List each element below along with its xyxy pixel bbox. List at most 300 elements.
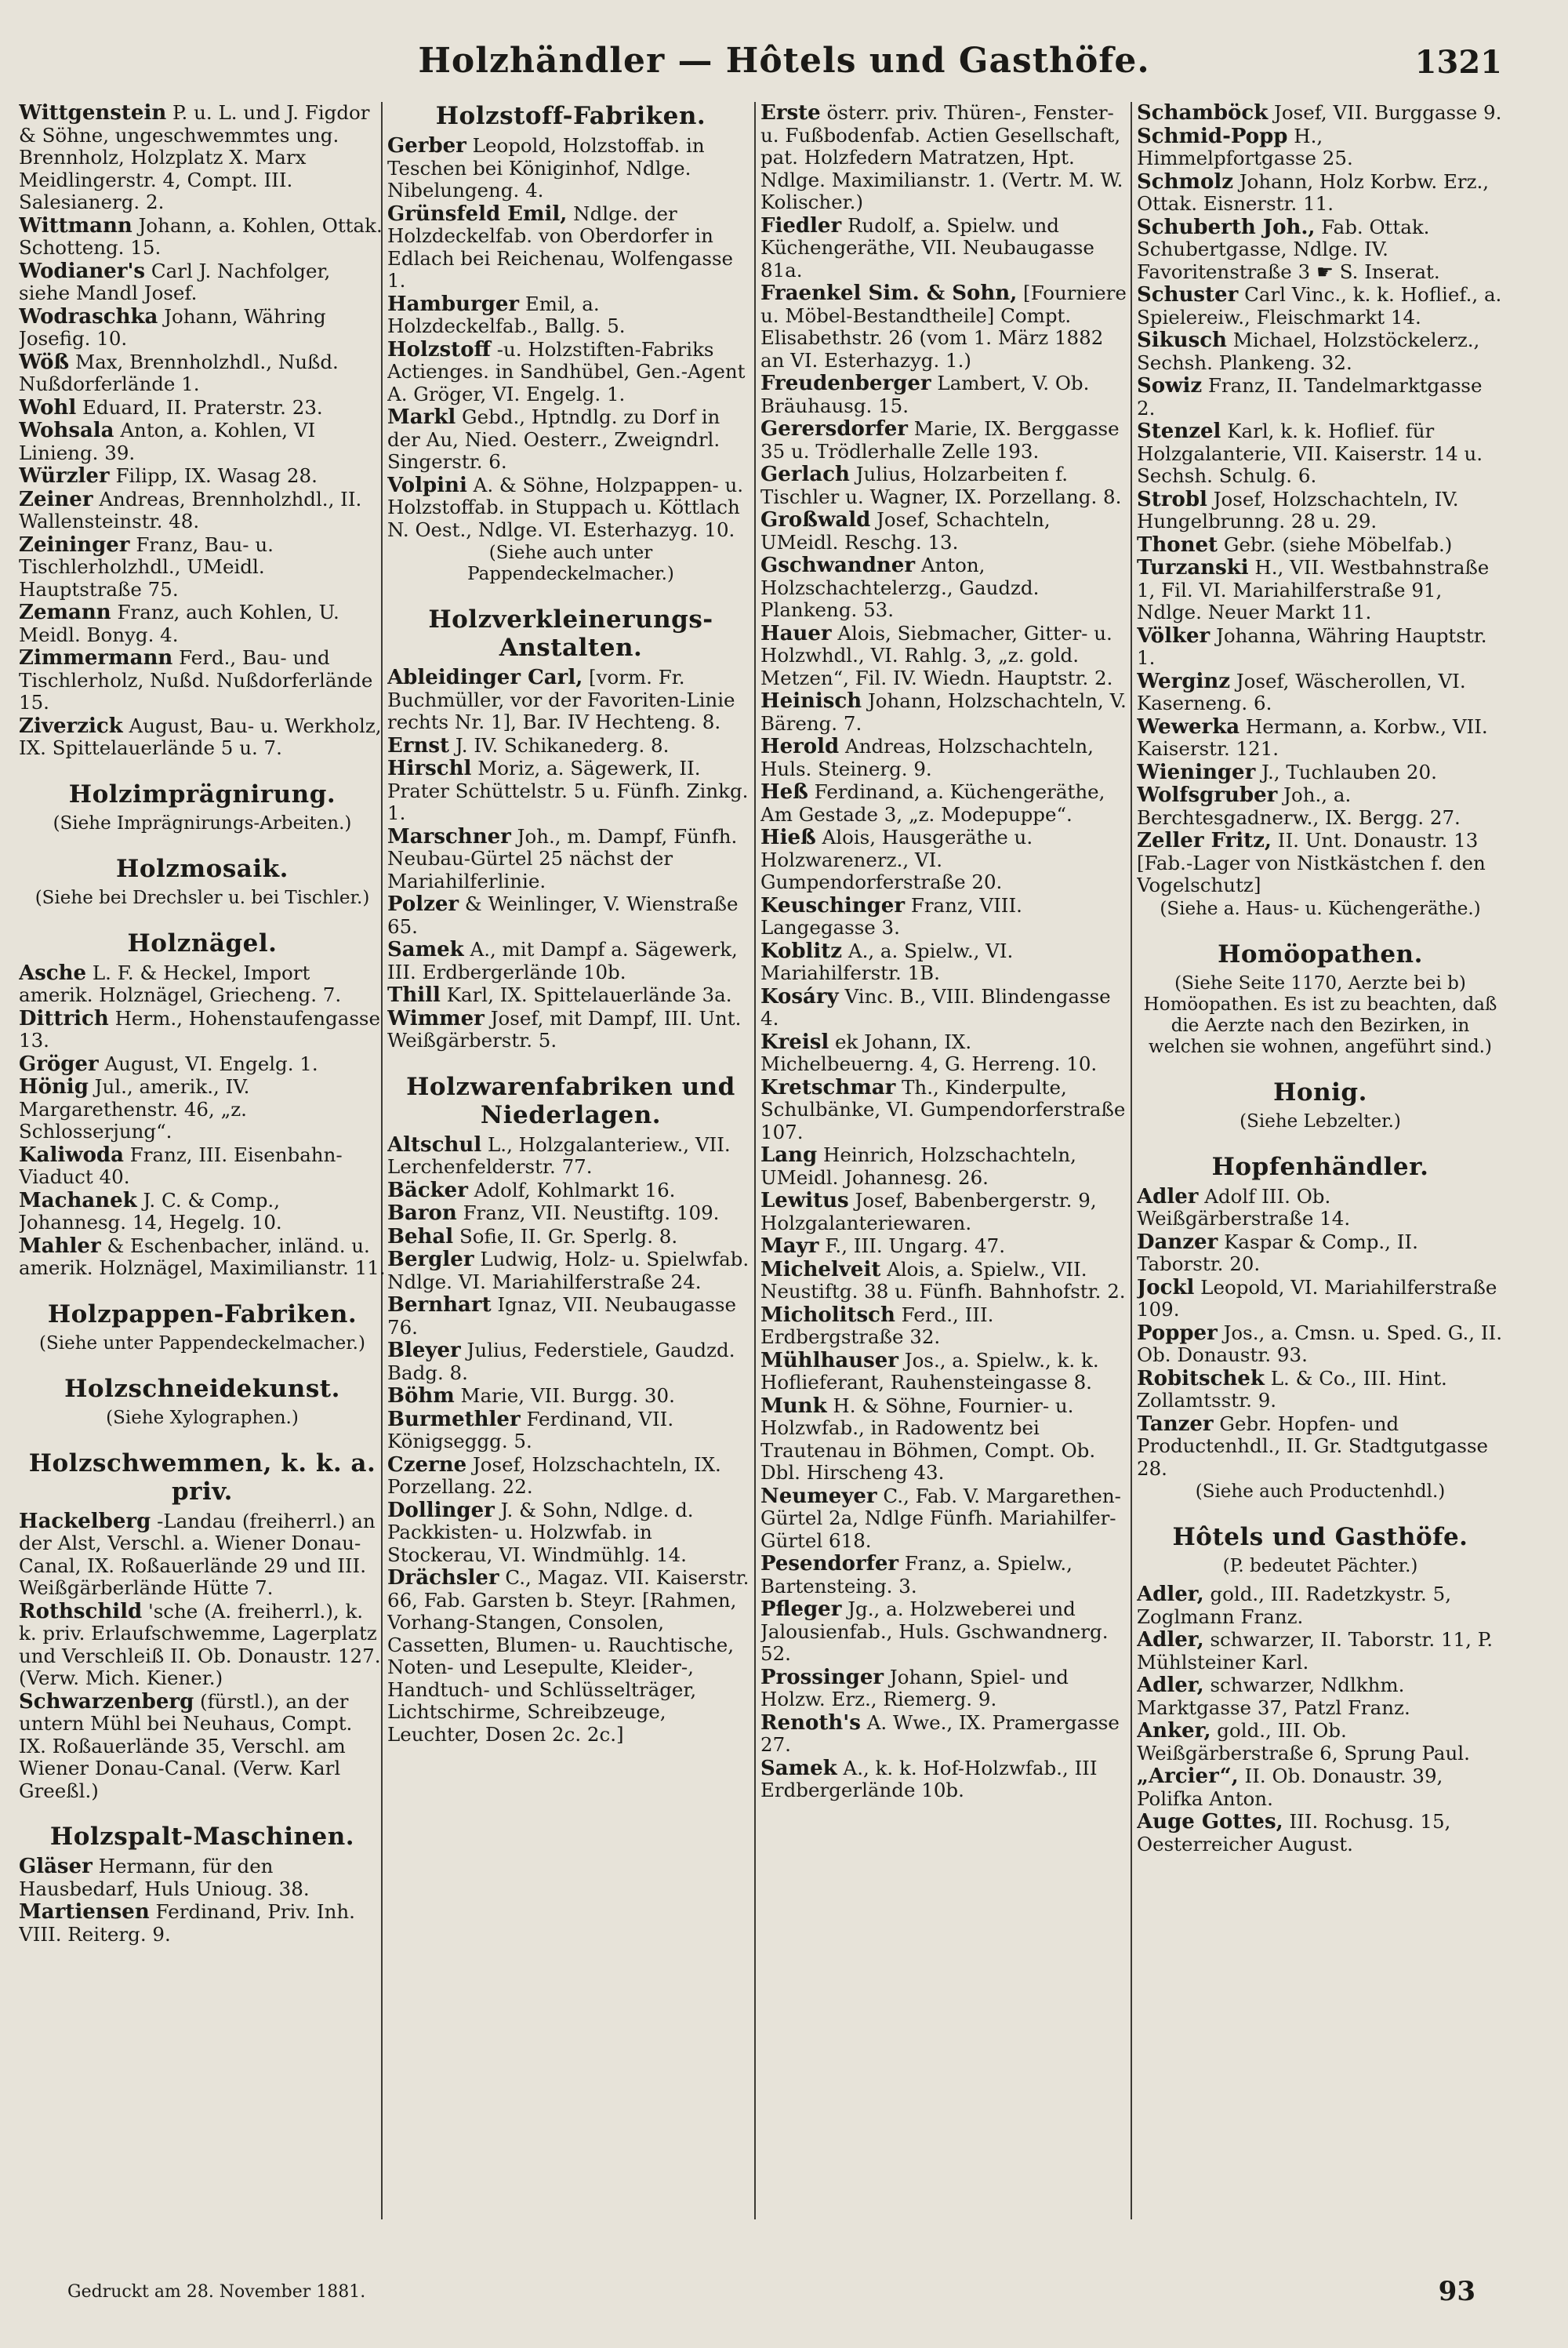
entry-name: Micholitsch [760,1303,895,1327]
entry-details: Eduard, II. Praterstr. 23. [82,395,323,419]
directory-entry [1137,534,1504,557]
entry-details: Josef, Wäscherollen, VI. Kaserneng. 6. [1137,669,1466,714]
entry-name: Michelveit [760,1257,881,1281]
entry-name: Volpini [387,473,467,497]
entry-name: Markl [387,405,456,429]
directory-entry [19,1190,386,1234]
entry-name: Wolfsgruber [1137,783,1278,807]
directory-entry [387,1294,754,1339]
entry-details: (fürstl.), an der untern Mühl bei Neuhaus, Compt. IX. Roßauerlände 35, Verschl. am Wiener Donau-Canal. (Verw. Karl Greeßl.) [19,1689,353,1802]
entry-name: Werginz [1137,669,1231,693]
directory-entry [1137,1413,1504,1481]
entry-name: Samek [387,938,464,961]
entry-details: Franz, a. Spielw., Bartensteing. 3. [760,1552,1073,1597]
directory-entry [387,1134,754,1179]
entry-details: österr. priv. Thüren-, Fenster- u. Fußbodenfab. Actien Gesellschaft, pat. Holzfedern Matratzen, Hpt. Ndlge. Maximilianstr. 1. (Vertr. M. W. Kolischer.) [760,102,1123,213]
directory-entry [1137,1811,1504,1856]
directory-entry [1137,420,1504,488]
entry-name: Bergler [387,1248,474,1271]
entry-details: A., k. k. Hof-Holzwfab., III Erdbergerlände 10b. [760,1756,1098,1801]
entry-details: Franz, VII. Neustiftg. 109. [463,1201,720,1224]
directory-entry [1137,1720,1504,1765]
directory-entry [19,489,386,533]
directory-entry [760,736,1127,780]
entry-details: Josef, Holzschachteln, IX. Porzellang. 22. [387,1452,721,1498]
entry-details: Alois, Hausgeräthe u. Holzwarenerz., VI. Gumpendorferstraße 20. [760,826,1033,893]
entry-details: Carl J. Nachfolger, siehe Mandl Josef. [19,259,331,304]
directory-entry [387,826,754,893]
section-heading: Holzschneidekunst. [64,1374,340,1403]
entry-name: Danzer [1137,1230,1218,1254]
section-heading: Holzverkleinerungs-Anstalten. [428,605,713,662]
directory-entry [1137,784,1504,829]
directory-entry [19,1510,386,1600]
entry-details: August, VI. Engelg. 1. [104,1052,318,1075]
entry-details: Joh., a. Berchtesgadnerw., IX. Bergg. 27. [1137,783,1461,829]
directory-entry [19,1691,386,1803]
directory-entry [387,984,754,1007]
directory-entry [19,1856,386,1900]
entry-name: Drächsler [387,1566,499,1590]
entry-details: C., Fab. V. Margarethen-Gürtel 2a, Ndlge Fünfh. Mariahilfer-Gürtel 618. [760,1484,1121,1552]
entry-name: Pfleger [760,1597,842,1621]
entry-name: Mahler [19,1234,101,1258]
entry-name: Zeininger [19,532,130,557]
entry-name: Erste [760,102,821,125]
entry-details: Leopold, VI. Mariahilferstraße 109. [1137,1275,1497,1321]
entry-details: Josef, Holzschachteln, IV. Hungelbrunng. 28 u. 29. [1137,487,1459,532]
cross-reference-note: (Siehe Lebzelter.) [1240,1110,1401,1132]
entry-name: Herold [760,735,840,758]
entry-name: Schuberth Joh., [1137,215,1316,239]
entry-details: Franz, II. Tandelmarktgasse 2. [1137,374,1483,420]
directory-entry [1137,671,1504,715]
directory-entry [760,1144,1127,1189]
entry-name: Robitschek [1137,1366,1265,1390]
directory-entry [387,406,754,474]
entry-name: Baron [387,1201,457,1225]
entry-name: Wieninger [1137,760,1256,784]
directory-entry [760,1598,1127,1666]
entry-details: Ignaz, VII. Neubaugasse 76. [387,1293,736,1339]
directory-entry [19,1144,386,1189]
entry-name: Rothschild [19,1599,143,1623]
directory-entry [760,1304,1127,1349]
entry-details: Carl Vinc., k. k. Hoflief., a. Spielereiw., Fleischmarkt 14. [1137,283,1502,329]
directory-entry [387,1179,754,1202]
entry-details: Franz, III. Eisenbahn-Viaduct 40. [19,1143,343,1188]
cross-reference-note: (Siehe Imprägnirungs-Arbeiten.) [53,812,352,834]
entry-details: Josef, Schachteln, UMeidl. Reschg. 13. [760,508,1051,554]
entry-name: Popper [1137,1321,1218,1345]
entry-details: gold., III. Ob. Weißgärberstraße 6, Sprung Paul. [1137,1719,1470,1765]
section-heading: Homöopathen. [1218,940,1423,969]
entry-details: J., Tuchlauben 20. [1261,760,1437,783]
entry-name: Würzler [19,464,110,488]
directory-entry [1137,1674,1504,1719]
entry-details: ek Johann, IX. Michelbeuerng. 4, G. Herreng. 10. [760,1030,1098,1075]
directory-entry [1137,1186,1504,1230]
entry-name: Renoth's [760,1710,861,1735]
entry-name: Heinisch [760,689,862,713]
entry-details: L. F. & Heckel, Import amerik. Holznägel, Griecheng. 7. [19,961,342,1006]
page-number: 1321 [1414,44,1502,81]
entry-name: Bäcker [387,1178,468,1202]
directory-entry [760,895,1127,940]
entry-name: Schuster [1137,283,1239,307]
entry-details: Johann, Spiel- und Holzw. Erz., Riemerg. 9. [760,1665,1069,1710]
entry-details: Alois, Siebmacher, Gitter- u. Holzwhdl., VI. Rahlg. 3, „z. gold. Metzen“, Fil. IV. Wiedn. Hauptstr. 2. [760,621,1113,689]
entry-details: Heinrich, Holzschachteln, UMeidl. Johannesg. 26. [760,1143,1076,1189]
directory-entry [1137,1368,1504,1412]
entry-details: Alois, a. Spielw., VII. Neustiftg. 38 u. Fünfh. Bahnhofstr. 2. [760,1257,1126,1303]
entry-details: A. & Söhne, Holzpappen- u. Holzstoffab. in Stuppach u. Köttlach N. Oest., Ndlge. VI. Esterhazyg. 10. [387,473,744,541]
section-heading: Holzstoff-Fabriken. [435,102,706,130]
entry-name: Lewitus [760,1189,849,1212]
entry-details: Johann, Holzschachteln, V. Bäreng. 7. [760,689,1127,735]
directory-entry [387,1454,754,1499]
directory-entry [760,373,1127,417]
cross-reference-note: (P. bedeutet Pächter.) [1222,1556,1418,1576]
entry-name: Zeiner [19,487,93,511]
entry-name: Wewerka [1137,714,1240,739]
print-date: Gedruckt am 28. November 1881. [67,2282,366,2302]
entry-details: Karl, IX. Spittelauerlände 3a. [446,983,732,1006]
directory-entry [387,203,754,293]
entry-details: Johann, Währing Josefig. 10. [19,304,326,350]
cross-reference-note: (Siehe auch unter Pappendeckelmacher.) [467,543,674,584]
directory-entry [1137,1583,1504,1628]
directory-entry [387,1249,754,1293]
entry-name: Wohl [19,395,77,420]
entry-name: Jockl [1137,1275,1195,1299]
entry-name: Bernhart [387,1293,492,1317]
directory-entry [760,418,1127,463]
entry-name: Wodianer's [19,259,146,283]
cross-reference-note: (Siehe Xylographen.) [106,1407,299,1428]
entry-details: Sofie, II. Gr. Sperlg. 8. [459,1224,678,1248]
entry-name: Schwarzenberg [19,1689,194,1714]
entry-name: Gerersdorfer [760,417,908,441]
entry-name: Gläser [19,1855,93,1878]
entry-details: Rudolf, a. Spielw. und Küchengeräthe, VII. Neubaugasse 81a. [760,213,1094,282]
entry-name: Wohsala [19,419,114,442]
column-rule [1131,102,1132,2219]
directory-entry [1137,171,1504,216]
page-header-title: Holzhändler — Hôtels und Gasthöfe. [418,41,1150,81]
directory-entry [1137,761,1504,784]
entry-details: Gebd., Hptndlg. zu Dorf in der Au, Nied. Oesterr., Zweigndrl. Singerstr. 6. [387,405,720,473]
entry-details: L. & Co., III. Hint. Zollamtsstr. 9. [1137,1366,1447,1412]
entry-details: II. Unt. Donaustr. 13 [Fab.-Lager von Nistkästchen f. den Vogelschutz] [1137,829,1486,896]
directory-entry [1137,489,1504,533]
directory-entry [19,465,386,488]
entry-name: Wodraschka [19,304,158,329]
directory-entry [1137,216,1504,284]
entry-name: Kreisl [760,1030,829,1054]
entry-name: Gröger [19,1052,99,1076]
entry-details: Filipp, IX. Wasag 28. [115,464,318,487]
entry-name: Anker, [1137,1719,1211,1743]
entry-details: Johann, a. Kohlen, Ottak. Schotteng. 15. [19,213,383,259]
directory-entry [1137,284,1504,329]
entry-details: -Landau (freiherrl.) an der Alst, Verschl. a. Wiener Donau-Canal, IX. Roßauerlände 29 und III. Weißgärberlände Hütte 7. [19,1509,376,1599]
entry-name: Gerlach [760,463,850,486]
entry-name: Hönig [19,1075,89,1099]
directory-entry [19,534,386,602]
directory-entry [387,735,754,758]
directory-entry [760,1077,1127,1144]
directory-entry [387,1499,754,1567]
section-heading: Honig. [1273,1078,1367,1107]
directory-entry [19,1008,386,1052]
directory-entry [387,939,754,983]
entry-details: Lambert, V. Ob. Bräuhausg. 15. [760,372,1090,417]
entry-details: H., VII. Westbahnstraße 1, Fil. VI. Mariahilferstraße 91, Ndlge. Neuer Markt 11. [1137,556,1490,623]
entry-name: Behal [387,1224,454,1249]
entry-name: Sikusch [1137,329,1227,352]
entry-details: Herm., Hohenstaufengasse 13. [19,1006,380,1052]
entry-details: Jos., a. Spielw., k. k. Hoflieferant, Rauhensteingasse 8. [760,1348,1099,1394]
section-heading: Holzwarenfabriken und Niederlagen. [406,1072,735,1129]
directory-entry [387,667,754,734]
entry-details: Franz, auch Kohlen, U. Meidl. Bonyg. 4. [19,601,339,646]
entry-name: Fiedler [760,213,842,238]
entry-name: Kosáry [760,984,839,1009]
directory-entry [19,260,386,305]
entry-details: Andreas, Brennholzhdl., II. Wallensteinstr. 48. [19,487,362,532]
directory-entry [1137,125,1504,170]
entry-name: Thonet [1137,532,1218,557]
directory-entry [1137,102,1504,125]
entry-name: Adler [1137,1184,1199,1209]
directory-entry [19,962,386,1007]
entry-name: Kretschmar [760,1075,896,1099]
entry-details: Ferdinand, Priv. Inh. VIII. Reiterg. 9. [19,1900,355,1946]
entry-name: Großwald [760,508,871,532]
directory-entry [760,1395,1127,1485]
entry-name: Hamburger [387,292,520,316]
directory-entry [1137,830,1504,897]
directory-entry [19,1901,386,1946]
entry-details: Josef, mit Dampf, III. Unt. Weißgärberstr. 5. [387,1006,742,1052]
entry-name: Adler, [1137,1583,1204,1606]
entry-name: Ziverzick [19,714,123,738]
column-1 [19,102,386,2251]
entry-name: Gerber [387,134,466,158]
entry-details: [vorm. Fr. Buchmüller, vor der Favoriten-Linie rechts Nr. 1], Bar. IV Hechteng. 8. [387,666,735,733]
entry-details: 'sche (A. freiherrl.), k. k. priv. Erlaufschwemme, Lagerplatz und Verschleiß II. Ob. Donaustr. 127. (Verw. Mich. Kiener.) [19,1599,381,1689]
entry-details: Michael, Holzstöckelerz., Sechsh. Plankeng. 32. [1137,329,1480,374]
directory-entry [387,1385,754,1408]
entry-name: „Arcier“, [1137,1765,1239,1788]
directory-entry [760,827,1127,894]
entry-details: Vinc. B., VIII. Blindengasse 4. [760,984,1111,1030]
entry-details: Ferdinand, a. Küchengeräthe, Am Gestade 3, „z. Modepuppe“. [760,780,1105,826]
entry-details: III. Rochusg. 15, Oesterreicher August. [1137,1810,1451,1856]
entry-name: Böhm [387,1384,455,1408]
section-heading: Holzpappen-Fabriken. [47,1299,358,1328]
directory-entry [19,602,386,646]
entry-name: Koblitz [760,939,843,963]
section-heading: Hôtels und Gasthöfe. [1172,1523,1468,1551]
entry-name: Hackelberg [19,1509,151,1533]
entry-name: Gschwandner [760,554,916,577]
entry-name: Keuschinger [760,893,906,918]
directory-entry [760,282,1127,372]
entry-details: J. IV. Schikanederg. 8. [455,733,670,757]
entry-name: Burmethler [387,1407,521,1431]
entry-details: Ferd., III. Erdbergstraße 32. [760,1303,994,1348]
directory-entry [1137,716,1504,761]
entry-name: Auge Gottes, [1137,1810,1283,1834]
entry-name: Kaliwoda [19,1143,124,1167]
entry-details: gold., III. Radetzkystr. 5, Zoglmann Franz. [1137,1583,1451,1628]
directory-entry [760,1031,1127,1076]
directory-entry [387,893,754,938]
entry-name: Prossinger [760,1665,884,1689]
entry-name: Dittrich [19,1006,109,1030]
column-rule [754,102,756,2219]
entry-name: Polzer [387,892,459,916]
entry-name: Czerne [387,1452,467,1477]
entry-name: Zimmermann [19,646,173,670]
directory-entry [1137,1629,1504,1674]
entry-details: & Weinlinger, V. Wienstraße 65. [387,892,739,938]
entry-name: Lang [760,1143,818,1167]
directory-entry [760,690,1127,735]
entry-name: Marschner [387,824,511,849]
entry-name: Heß [760,780,808,804]
section-heading: Holznägel. [127,929,278,958]
entry-details: Ferdinand, VII. Königseggg. 5. [387,1407,674,1452]
entry-name: Wimmer [387,1006,485,1030]
entry-name: Ernst [387,733,450,758]
directory-entry [19,1235,386,1280]
directory-entry [1137,1277,1504,1321]
entry-details: Karl, k. k. Hoflief. für Holzgalanterie, VII. Kaiserstr. 14 u. Sechsh. Schulg. 6. [1137,420,1483,487]
entry-details: Ferd., Bau- und Tischlerholz, Nußd. Nußdorferlände 15. [19,646,373,714]
entry-name: Holzstoff [387,337,491,362]
entry-name: Dollinger [387,1498,495,1522]
entry-details: J. C. & Comp., Johannesg. 14, Hegelg. 10. [19,1188,282,1234]
directory-entry [19,351,386,396]
directory-entry [760,463,1127,508]
entry-details: Anton, Holzschachtelerzg., Gaudzd. Plankeng. 53. [760,554,1040,621]
entry-details: schwarzer, Ndlkhm. Marktgasse 37, Patzl Franz. [1137,1674,1410,1719]
entry-details: Fab. Ottak. Schubertgasse, Ndlge. IV. Favoritenstraße 3 ☛ S. Inserat. [1137,215,1440,283]
directory-entry [1137,329,1504,374]
directory-entry [760,986,1127,1030]
section-heading: Holzimprägnirung. [68,780,336,809]
directory-entry [387,1008,754,1052]
entry-name: Tanzer [1137,1412,1214,1436]
entry-name: Wittgenstein [19,102,167,125]
entry-details: J. & Sohn, Ndlge. d. Packkisten- u. Holzwfab. in Stockerau, VI. Windmühlg. 14. [387,1498,694,1566]
entry-name: Thill [387,983,441,1007]
directory-entry [387,1226,754,1249]
directory-entry [19,1076,386,1143]
entry-name: Samek [760,1756,837,1780]
entry-details: Emil, a. Holzdeckelfab., Ballg. 5. [387,292,626,337]
entry-details: Anton, a. Kohlen, VI Linieng. 39. [19,419,316,464]
entry-name: Schamböck [1137,102,1269,125]
entry-details: Moriz, a. Sägewerk, II. Prater Schüttelstr. 5 u. Fünfh. Zinkg. 1. [387,757,749,824]
entry-name: Bleyer [387,1339,461,1362]
cross-reference-note: (Siehe auch Productenhdl.) [1195,1481,1446,1502]
entry-details: Franz, VIII. Langegasse 3. [760,893,1022,939]
entry-details: Josef, Babenbergerstr. 9, Holzgalanteriewaren. [760,1189,1097,1234]
directory-entry [760,1712,1127,1757]
directory-entry [1137,1322,1504,1367]
entry-name: Schmid-Popp [1137,124,1288,148]
entry-details: Leopold, Holzstoffab. in Teschen bei Königinhof, Ndlge. Nibelungeng. 4. [387,134,705,202]
entry-details: Andreas, Holzschachteln, Huls. Steinerg. 9. [760,735,1094,780]
entry-details: [Fourniere u. Möbel-Bestandtheile] Compt. Elisabethstr. 26 (vom 1. März 1882 an VI. Esterhazyg. 1.) [760,282,1127,372]
entry-details: Julius, Holzarbeiten f. Tischler u. Wagner, IX. Porzellang. 8. [760,463,1122,508]
entry-name: Freudenberger [760,372,931,395]
directory-entry [760,509,1127,554]
entry-name: Stenzel [1137,420,1221,443]
entry-details: & Eschenbacher, inländ. u. amerik. Holznägel, Maximilianstr. 11. [19,1234,386,1279]
directory-entry [760,1235,1127,1258]
entry-name: Neumeyer [760,1484,877,1508]
entry-details: Kaspar & Comp., II. Taborstr. 20. [1137,1230,1418,1275]
entry-name: Sowiz [1137,374,1203,398]
directory-entry [760,102,1127,214]
column-2 [387,102,754,2251]
directory-entry [19,306,386,351]
entry-name: Fraenkel Sim. & Sohn, [760,282,1018,305]
entry-details: -u. Holzstiften-Fabriks Actienges. in Sandhübel, Gen.-Agent A. Gröger, VI. Engelg. 1. [387,337,746,405]
entry-details: Hermann, a. Korbw., VII. Kaiserstr. 121. [1137,714,1488,760]
entry-details: F., III. Ungarg. 47. [825,1234,1006,1257]
entry-name: Wittmann [19,213,132,238]
directory-entry [387,135,754,202]
entry-details: Jg., a. Holzweberei und Jalousienfab., Huls. Gschwandnerg. 52. [760,1597,1109,1665]
directory-entry [19,102,386,214]
entry-details: Gebr. Hopfen- und Productenhdl., II. Gr. Stadtgutgasse 28. [1137,1412,1489,1480]
entry-name: Grünsfeld Emil, [387,202,568,226]
directory-entry [19,647,386,714]
entry-details: Th., Kinderpulte, Schulbänke, VI. Gumpendorferstraße 107. [760,1075,1126,1143]
directory-entry [760,1259,1127,1303]
directory-entry [1137,1231,1504,1276]
cross-reference-note: (Siehe a. Haus- u. Küchengeräthe.) [1160,898,1481,919]
entry-details: Gebr. (siehe Möbelfab.) [1223,532,1453,556]
entry-name: Martiensen [19,1900,150,1924]
entry-name: Schmolz [1137,169,1234,194]
directory-entry [760,1757,1127,1802]
directory-entry [1137,557,1504,624]
directory-entry [760,1666,1127,1711]
entry-details: Adolf, Kohlmarkt 16. [474,1178,676,1201]
entry-name: Asche [19,961,87,985]
entry-details: L., Holzgalanteriew., VII. Lerchenfelderstr. 77. [387,1132,731,1178]
cross-reference-note: (Siehe unter Pappendeckelmacher.) [39,1332,365,1354]
entry-details: C., Magaz. VII. Kaiserstr. 66, Fab. Garsten b. Steyr. [Rahmen, Vorhang-Stangen, Consolen, Cassetten, Blumen- u. Rauchtische, Noten- und Lesepulte, Kleider-, Handtuch- und Schlüsselträger, Lichtschirme, Schreibzeuge, Leuchter, Dosen 2c. 2c.] [387,1566,750,1746]
directory-entry [387,474,754,542]
entry-name: Ableidinger Carl, [387,666,583,689]
entry-details: August, Bau- u. Werkholz, IX. Spittelauerlände 5 u. 7. [19,714,382,759]
entry-name: Wöß [19,350,70,374]
entry-details: A., mit Dampf a. Sägewerk, III. Erdbergerlände 10b. [387,938,738,983]
entry-details: A., a. Spielw., VI. Mariahilferstr. 1B. [760,939,1014,984]
entry-name: Pesendorfer [760,1552,899,1576]
directory-entry [387,758,754,825]
directory-entry [760,1485,1127,1553]
entry-details: H. & Söhne, Fournier- u. Holzwfab., in Radowentz bei Trautenau in Böhmen, Compt. Ob. Dbl. Hirscheng 43. [760,1394,1096,1484]
